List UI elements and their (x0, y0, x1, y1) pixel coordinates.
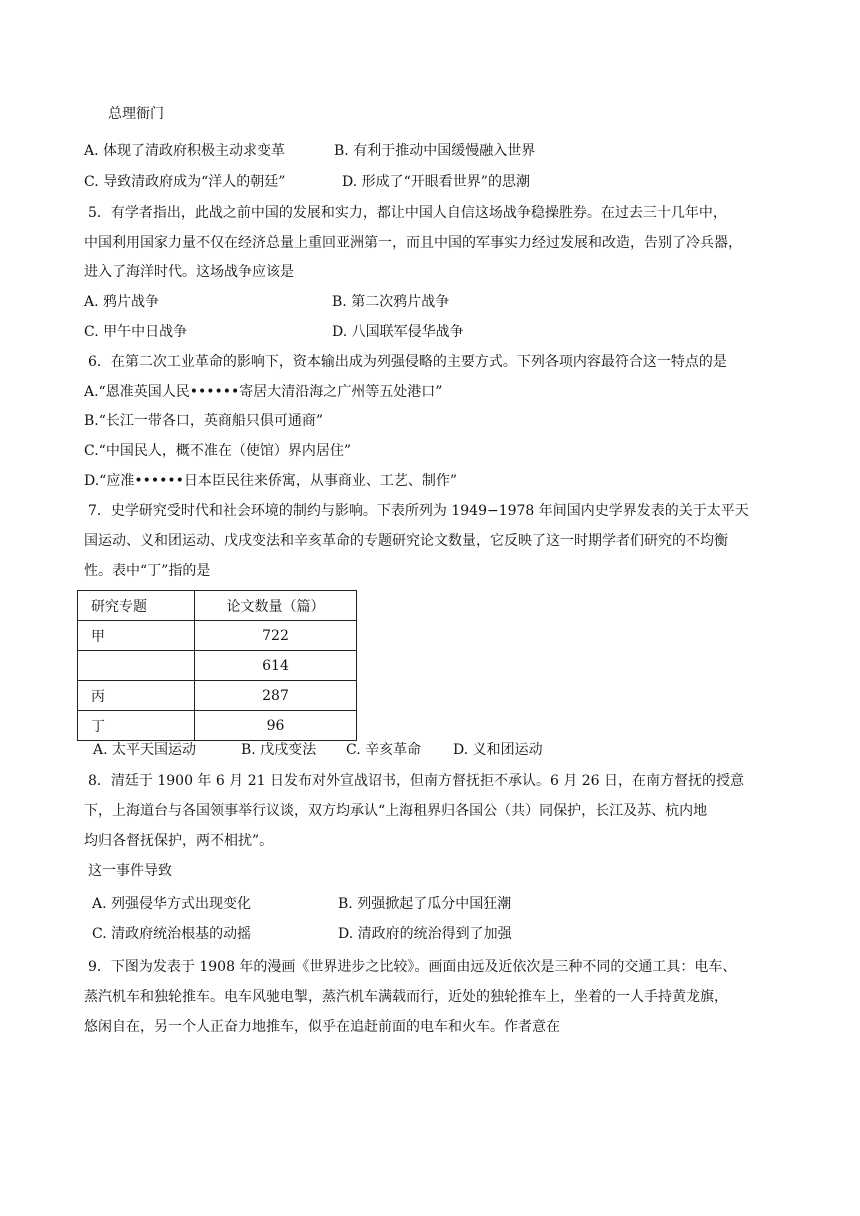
q9-stem-line: 悠闲自在，另一个人正奋力地推车，似乎在追赶前面的电车和火车。作者意在 (84, 1019, 560, 1035)
table-cell-count: 722 (195, 621, 357, 651)
table-cell-topic: 丁 (78, 711, 195, 741)
q5-stem-line: 中国利用国家力量不仅在经济总量上重回亚洲第一，而且中国的军事实力经过发展和改造，告别了冷兵器， (84, 235, 742, 251)
continuation-text: 总理衙门 (108, 106, 164, 122)
q7-stem-line: 7．史学研究受时代和社会环境的制约与影响。下表所列为 1949−1978 年间国内史学界发表的关于太平天 (88, 503, 749, 519)
table-row (78, 621, 357, 651)
table-cell-topic: 甲 (78, 621, 195, 651)
q8-option-b: B. 列强掀起了瓜分中国狂潮 (338, 896, 512, 912)
q6-option-c: C.“中国民人，概不准在（使馆）界内居住” (84, 443, 351, 459)
table-cell-topic (78, 651, 195, 681)
q5-option-a: A. 鸦片战争 (84, 294, 160, 310)
table-cell-count: 287 (195, 681, 357, 711)
q7-option-c: C. 辛亥革命 (346, 742, 422, 758)
q7-stem-line: 性。表中“丁”指的是 (84, 563, 211, 579)
table-header-cell: 研究专题 (78, 591, 195, 621)
table-row (78, 711, 357, 741)
table-row (78, 651, 357, 681)
data-table (77, 590, 357, 741)
q8-stem-line: 下，上海道台与各国领事举行议谈，双方均承认“上海租界归各国公（共）同保护，长江及苏、杭内地 (84, 803, 708, 819)
q5-stem-line: 5．有学者指出，此战之前中国的发展和实力，都让中国人自信这场战争稳操胜券。在过去三十几年中， (88, 205, 727, 221)
q8-option-d: D. 清政府的统治得到了加强 (338, 926, 512, 942)
table-row (78, 681, 357, 711)
q8-option-a: A. 列强侵华方式出现变化 (92, 896, 252, 912)
q4-option-a: A. 体现了清政府积极主动求变革 (84, 143, 286, 159)
q8-option-c: C. 清政府统治根基的动摇 (92, 926, 252, 942)
q5-option-b: B. 第二次鸦片战争 (332, 294, 450, 310)
table-cell-topic: 丙 (78, 681, 195, 711)
q5-stem-line: 进入了海洋时代。这场战争应该是 (84, 264, 294, 280)
table-cell-count: 614 (195, 651, 357, 681)
q8-lead: 这一事件导致 (88, 863, 172, 879)
q7-stem-line: 国运动、义和团运动、戊戌变法和辛亥革命的专题研究论文数量，它反映了这一时期学者们研究的不均衡 (84, 533, 728, 549)
q6-option-b: B.“长江一带各口，英商船只俱可通商” (84, 413, 324, 429)
table-cell-count: 96 (195, 711, 357, 741)
q6-option-a: A.“恩准英国人民••••••寄居大清沿海之广州等五处港口” (84, 384, 443, 400)
q6-option-d: D.“应准••••••日本臣民往来侨寓，从事商业、工艺、制作” (84, 473, 458, 489)
q7-option-b: B. 戊戌变法 (241, 742, 317, 758)
q5-option-d: D. 八国联军侵华战争 (332, 324, 464, 340)
q4-option-c: C. 导致清政府成为“洋人的朝廷” (84, 174, 286, 190)
q7-option-d: D. 义和团运动 (453, 742, 543, 758)
q4-option-d: D. 形成了“开眼看世界”的思潮 (342, 174, 530, 190)
q7-option-a: A. 太平天国运动 (93, 742, 197, 758)
q8-stem-line: 均归各督抚保护，两不相扰”。 (84, 833, 274, 849)
q9-stem-line: 蒸汽机车和独轮推车。电车风驰电掣，蒸汽机车满载而行，近处的独轮推车上，坐着的一人手持黄龙旗， (84, 989, 728, 1005)
table-header-cell: 论文数量（篇） (195, 591, 357, 621)
q8-stem-line: 8．清廷于 1900 年 6 月 21 日发布对外宣战诏书，但南方督抚拒不承认。6 月 26 日，在南方督抚的授意 (88, 773, 745, 789)
q9-stem-line: 9．下图为发表于 1908 年的漫画《世界进步之比较》。画面由远及近依次是三种不同的交通工具：电车、 (88, 959, 737, 975)
q4-option-b: B. 有利于推动中国缓慢融入世界 (334, 143, 536, 159)
q6-stem: 6．在第二次工业革命的影响下，资本输出成为列强侵略的主要方式。下列各项内容最符合这一特点的是 (88, 354, 727, 370)
q5-option-c: C. 甲午中日战争 (84, 324, 188, 340)
table-header-row (78, 591, 357, 621)
